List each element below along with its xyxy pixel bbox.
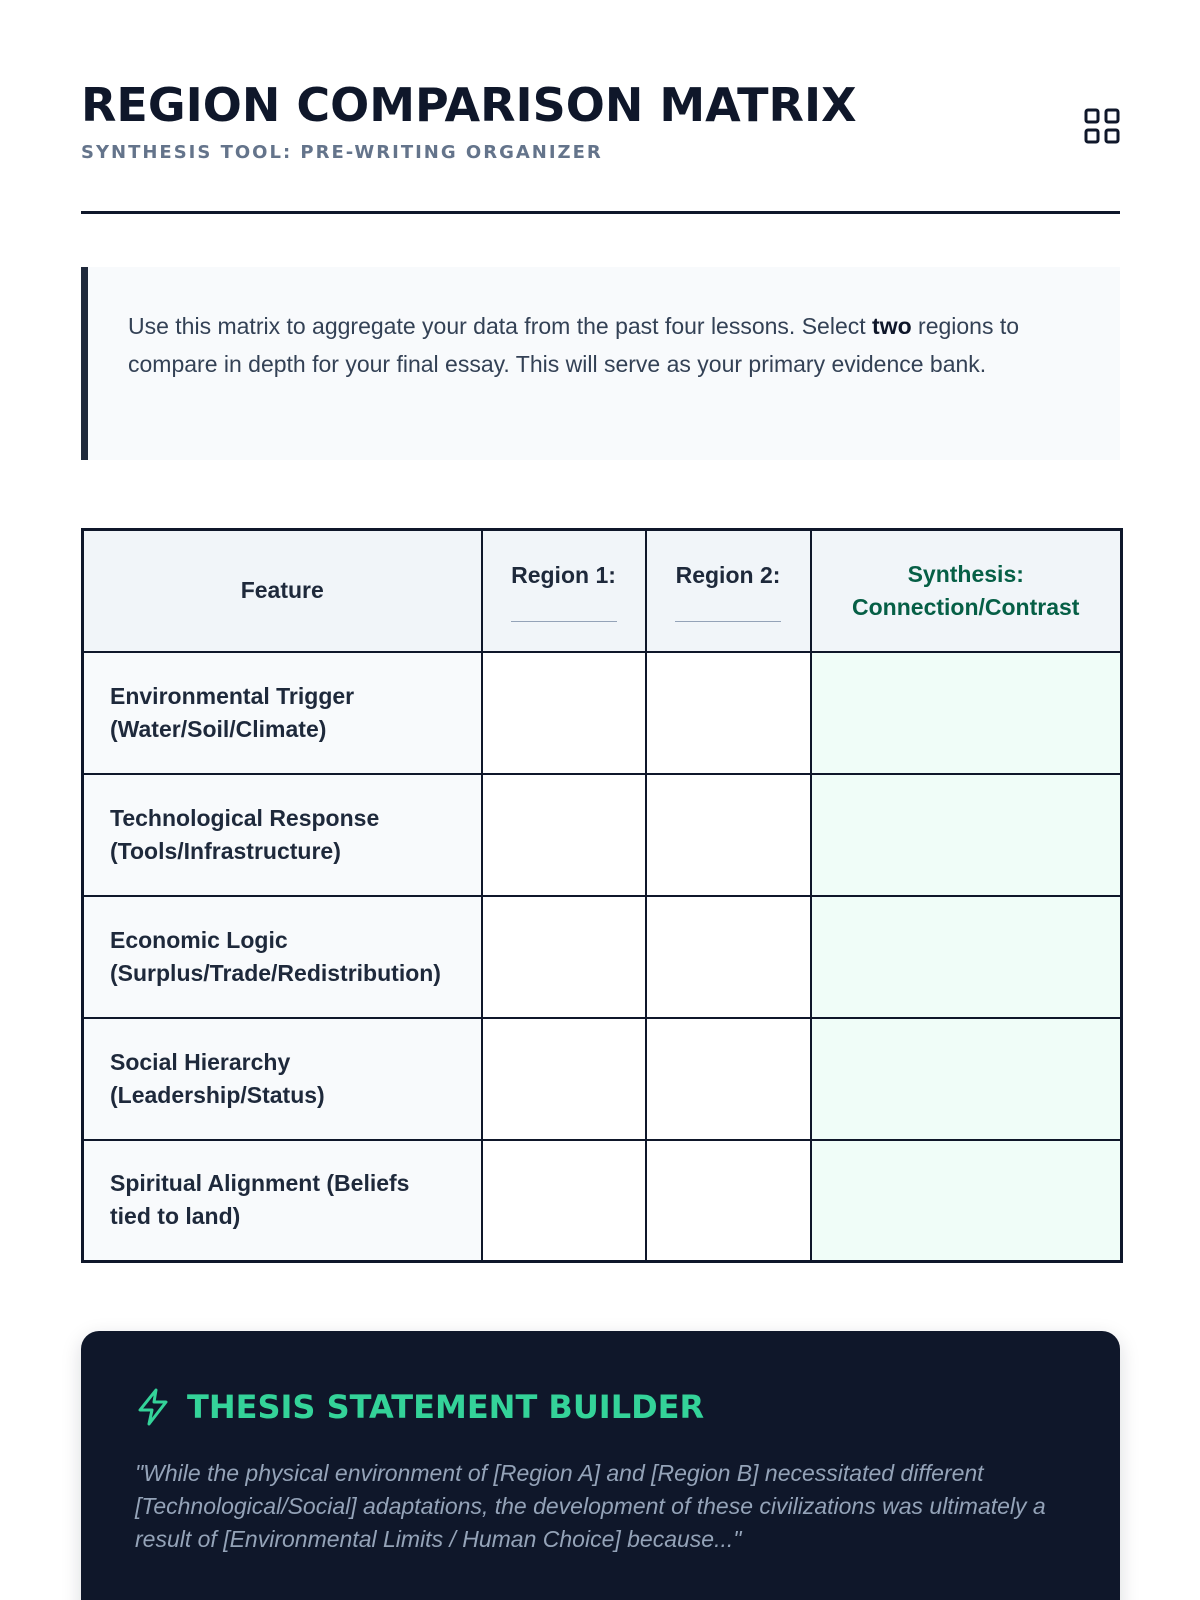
region-1-cell[interactable] [482,896,646,1018]
region-2-cell[interactable] [646,896,811,1018]
region-2-name-blank[interactable] [675,604,781,622]
feature-cell: Spiritual Alignment (Beliefs tied to land) [83,1140,482,1262]
page-subtitle: SYNTHESIS TOOL: PRE-WRITING ORGANIZER [81,142,603,163]
table-row [83,1140,1122,1262]
header-region-1-label: Region 1: [511,562,616,589]
table-row [83,774,1122,896]
region-2-cell[interactable] [646,774,811,896]
region-1-name-blank[interactable] [511,604,617,622]
feature-cell: Technological Response (Tools/Infrastructure) [83,774,482,896]
thesis-builder-title: THESIS STATEMENT BUILDER [187,1388,705,1426]
header-synthesis: Synthesis: Connection/Contrast [811,530,1122,652]
region-2-cell[interactable] [646,1018,811,1140]
table-row [83,1018,1122,1140]
thesis-builder-header [135,1387,1066,1427]
instructions-text-start: Use this matrix to aggregate your data from the past four lessons. Select [128,313,873,339]
table-row [83,896,1122,1018]
table-row [83,652,1122,774]
region-2-cell[interactable] [646,1140,811,1262]
instructions-emphasis: two [872,313,912,339]
region-1-cell[interactable] [482,774,646,896]
synthesis-cell[interactable] [811,652,1122,774]
synthesis-cell[interactable] [811,774,1122,896]
region-1-cell[interactable] [482,1018,646,1140]
instructions-text [128,307,1074,383]
feature-cell: Economic Logic (Surplus/Trade/Redistribution) [83,896,482,1018]
instructions-text-end: regions to compare in depth for your final essay. This will serve as your primary evidence bank. [128,313,1020,377]
synthesis-cell[interactable] [811,1140,1122,1262]
page-title: REGION COMPARISON MATRIX [81,78,857,132]
header-region-1 [482,530,646,652]
region-1-cell[interactable] [482,1140,646,1262]
page-header [81,0,1120,214]
instructions-box [81,267,1120,460]
region-2-cell[interactable] [646,652,811,774]
header-feature: Feature [83,530,482,652]
feature-cell: Social Hierarchy (Leadership/Status) [83,1018,482,1140]
grid-icon[interactable] [1084,108,1120,144]
synthesis-cell[interactable] [811,896,1122,1018]
header-region-2 [646,530,811,652]
region-1-cell[interactable] [482,652,646,774]
thesis-builder [81,1331,1120,1600]
thesis-template-text: "While the physical environment of [Region A] and [Region B] necessitated different [Technological/Social] adaptations, the development of these civilizations was ultimately a result of [Environmental Limits / Human Choice] because..." [135,1460,1046,1552]
lightning-icon [135,1387,171,1427]
comparison-matrix [81,528,1123,1263]
matrix-header-row [83,530,1122,652]
synthesis-cell[interactable] [811,1018,1122,1140]
header-region-2-label: Region 2: [675,562,781,589]
feature-cell: Environmental Trigger (Water/Soil/Climate) [83,652,482,774]
